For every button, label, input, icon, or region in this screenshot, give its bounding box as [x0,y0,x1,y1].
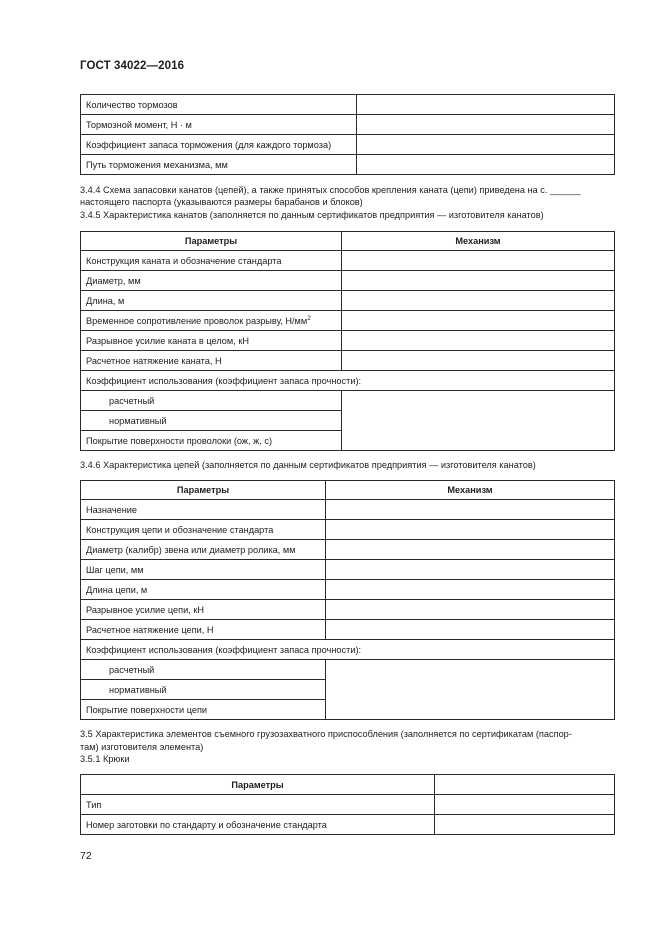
value-cell[interactable] [326,620,615,640]
param-cell: Шаг цепи, мм [81,560,326,580]
coefficient-cell: Коэффициент использования (коэффициент запаса прочности): [81,371,615,391]
value-cell[interactable] [326,540,615,560]
table-row [81,351,615,371]
value-cell[interactable] [435,815,615,835]
value-cell[interactable] [357,155,615,175]
value-cell[interactable] [435,795,615,815]
column-header-parameters: Параметры [81,775,435,795]
strength-label: Временное сопротивление проволок разрыву, Н/мм [86,315,308,326]
table-row [81,600,615,620]
section-3-4-4-line2: настоящего паспорта (указываются размеры барабанов и блоков) [80,197,363,207]
table-row [81,371,615,391]
table-row [81,500,615,520]
table-header-row [81,775,615,795]
value-cell[interactable] [342,331,615,351]
table-row [81,135,615,155]
value-cell[interactable] [326,660,615,720]
value-cell[interactable] [326,600,615,620]
param-cell: Тормозной момент, Н · м [81,115,357,135]
param-cell: Количество тормозов [81,95,357,115]
param-cell: Номер заготовки по стандарту и обозначение стандарта [81,815,435,835]
table-row [81,640,615,660]
table-row [81,115,615,135]
table-row [81,795,615,815]
param-cell: Коэффициент запаса торможения (для каждого тормоза) [81,135,357,155]
param-cell: Диаметр, мм [81,271,342,291]
param-cell: Покрытие поверхности цепи [81,700,326,720]
column-header-parameters: Параметры [81,232,342,251]
table-row [81,560,615,580]
param-cell: Разрывное усилие цепи, кН [81,600,326,620]
value-cell[interactable] [357,115,615,135]
value-cell[interactable] [342,291,615,311]
table-header-row [81,232,615,251]
section-3-5-1-heading: 3.5.1 Крюки [80,754,130,764]
ropes-table [80,231,615,451]
param-cell: Длина цепи, м [81,580,326,600]
brakes-table [80,94,615,175]
value-cell[interactable] [357,95,615,115]
value-cell[interactable] [342,351,615,371]
param-cell: Назначение [81,500,326,520]
table-row [81,331,615,351]
column-header-mechanism: Механизм [326,481,615,500]
param-cell: Путь торможения механизма, мм [81,155,357,175]
param-cell: Расчетное натяжение каната, Н [81,351,342,371]
column-header-value [435,775,615,795]
document-title: ГОСТ 34022—2016 [80,60,185,72]
table-row [81,815,615,835]
value-cell[interactable] [326,500,615,520]
value-cell[interactable] [342,251,615,271]
param-cell: расчетный [81,391,342,411]
value-cell[interactable] [342,391,615,451]
table-row [81,620,615,640]
value-cell[interactable] [326,560,615,580]
value-cell[interactable] [326,520,615,540]
table-row [81,520,615,540]
column-header-mechanism: Механизм [342,232,615,251]
param-cell: Диаметр (калибр) звена или диаметр ролика, мм [81,540,326,560]
table-header-row [81,481,615,500]
value-cell[interactable] [342,271,615,291]
param-cell: нормативный [81,411,342,431]
param-cell: расчетный [81,660,326,680]
param-cell: нормативный [81,680,326,700]
table-row [81,311,615,331]
superscript-2: 2 [307,314,311,322]
param-cell [81,311,342,331]
page-number: 72 [80,850,92,862]
table-row [81,271,615,291]
chains-table [80,480,615,720]
table-row [81,660,615,680]
param-cell: Конструкция цепи и обозначение стандарта [81,520,326,540]
param-cell: Разрывное усилие каната в целом, кН [81,331,342,351]
param-cell: Конструкция каната и обозначение стандарта [81,251,342,271]
section-3-4-4-line1: 3.4.4 Схема запасовки канатов (цепей), а также принятых способов крепления каната (цепи) приведена на с. ______ [80,185,581,195]
param-cell: Покрытие поверхности проволоки (ож, ж, с) [81,431,342,451]
table-row [81,95,615,115]
param-cell: Расчетное натяжение цепи, Н [81,620,326,640]
table-row [81,291,615,311]
param-cell: Длина, м [81,291,342,311]
section-3-5-line1: 3.5 Характеристика элементов съемного грузозахватного приспособления (заполняется по сертификатам (паспор- [80,729,572,739]
coefficient-cell: Коэффициент использования (коэффициент запаса прочности): [81,640,615,660]
param-cell: Тип [81,795,435,815]
value-cell[interactable] [326,580,615,600]
table-row [81,540,615,560]
value-cell[interactable] [342,311,615,331]
table-row [81,251,615,271]
section-3-4-5-heading: 3.4.5 Характеристика канатов (заполняется по данным сертификатов предприятия — изготовителя канатов) [80,210,544,220]
column-header-parameters: Параметры [81,481,326,500]
value-cell[interactable] [357,135,615,155]
section-3-4-6-heading: 3.4.6 Характеристика цепей (заполняется по данным сертификатов предприятия — изготовителя канатов) [80,460,536,470]
table-row [81,391,615,411]
section-3-5-line2: там) изготовителя элемента) [80,742,204,752]
table-row [81,155,615,175]
hooks-table [80,774,615,835]
table-row [81,580,615,600]
